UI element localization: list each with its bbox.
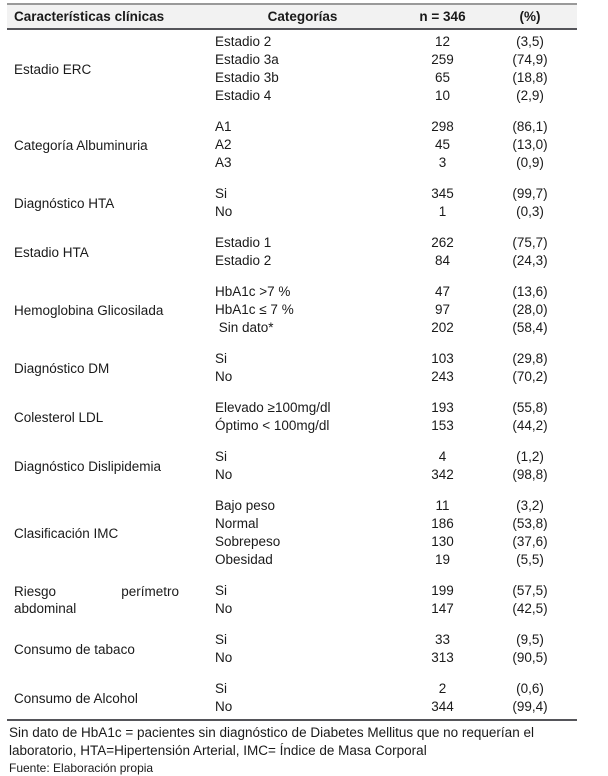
percent-cell: (53,8): [512, 516, 548, 531]
count-cell: 84: [434, 253, 451, 268]
category-cell: Si: [215, 632, 228, 647]
table-group: [7, 283, 577, 337]
count-cell: 12: [434, 34, 451, 49]
percent-cell: (70,2): [512, 369, 548, 384]
category-cell: No: [215, 601, 233, 616]
source-line: Fuente: Elaboración propia: [9, 761, 154, 775]
group-label: Categoría Albuminuria: [14, 137, 148, 153]
count-cell: 130: [431, 534, 454, 549]
count-cell: 103: [431, 351, 454, 366]
category-cell: Óptimo < 100mg/dl: [215, 418, 330, 433]
category-cell: No: [215, 699, 233, 714]
percent-cell: (5,5): [516, 552, 544, 567]
category-cell: Normal: [215, 516, 259, 531]
count-cell: 298: [431, 119, 454, 134]
percent-cell: (0,3): [516, 204, 544, 219]
percent-cell: (1,2): [516, 449, 544, 464]
category-cell: A3: [215, 155, 232, 170]
count-cell: 344: [431, 699, 454, 714]
col-header-categorias: Categorías: [267, 8, 338, 24]
count-cell: 345: [431, 186, 454, 201]
group-label: Diagnóstico DM: [14, 360, 110, 376]
table-group: [7, 234, 577, 270]
percent-cell: (29,8): [512, 351, 548, 366]
group-label: Diagnóstico Dislipidemia: [14, 458, 162, 474]
count-cell: 45: [434, 137, 451, 152]
count-cell: 65: [434, 70, 451, 85]
category-cell: A2: [215, 137, 232, 152]
group-label: Diagnóstico HTA: [14, 195, 115, 211]
percent-cell: (24,3): [512, 253, 548, 268]
category-cell: Estadio 2: [215, 34, 272, 49]
category-cell: Sobrepeso: [215, 534, 281, 549]
count-cell: 243: [431, 369, 454, 384]
count-cell: 3: [438, 155, 447, 170]
percent-cell: (3,2): [516, 498, 544, 513]
category-cell: No: [215, 467, 233, 482]
table-group: [7, 350, 577, 386]
percent-cell: (37,6): [512, 534, 548, 549]
percent-cell: (57,5): [512, 583, 548, 598]
count-cell: 186: [431, 516, 454, 531]
group-label: Hemoglobina Glicosilada: [14, 302, 164, 318]
count-cell: 11: [435, 498, 450, 513]
table-group: [7, 118, 577, 172]
count-cell: 97: [434, 302, 451, 317]
percent-cell: (75,7): [512, 235, 548, 250]
count-cell: 47: [434, 284, 451, 299]
table-header-row: [7, 3, 577, 30]
category-cell: Si: [215, 351, 228, 366]
table-group: [7, 497, 577, 569]
percent-cell: (99,7): [512, 186, 548, 201]
table-footnote: Sin dato de HbA1c = pacientes sin diagnóstico de Diabetes Mellitus que no requerían el laboratorio, HTA=Hipertensión Arterial, IMC= Índice de Masa Corporal: [9, 725, 534, 758]
category-cell: Si: [215, 681, 228, 696]
count-cell: 342: [431, 467, 454, 482]
group-label: Clasificación IMC: [14, 525, 119, 541]
table-group: [7, 631, 577, 667]
table-body: [7, 30, 577, 721]
count-cell: 4: [438, 449, 447, 464]
table-group: [7, 582, 577, 618]
percent-cell: (86,1): [512, 119, 548, 134]
percent-cell: (42,5): [512, 601, 548, 616]
col-header-percent: (%): [519, 8, 541, 24]
col-header-caracteristicas: Características clínicas: [14, 8, 165, 24]
category-cell: No: [215, 204, 233, 219]
table-group: [7, 33, 577, 105]
category-cell: HbA1c ≤ 7 %: [215, 302, 294, 317]
percent-cell: (55,8): [512, 400, 548, 415]
category-cell: Estadio 1: [215, 235, 272, 250]
col-header-n: n = 346: [419, 8, 466, 24]
count-cell: 313: [431, 650, 454, 665]
count-cell: 153: [431, 418, 454, 433]
count-cell: 202: [431, 320, 454, 335]
percent-cell: (74,9): [512, 52, 548, 67]
table-group: [7, 185, 577, 221]
category-cell: Elevado ≥100mg/dl: [215, 400, 331, 415]
category-cell: A1: [215, 119, 232, 134]
category-cell: HbA1c >7 %: [215, 284, 291, 299]
count-cell: 2: [438, 681, 447, 696]
count-cell: 147: [431, 601, 454, 616]
count-cell: 262: [431, 235, 454, 250]
count-cell: 259: [431, 52, 454, 67]
percent-cell: (2,9): [516, 88, 544, 103]
category-cell: Estadio 2: [215, 253, 272, 268]
table-group: [7, 399, 577, 435]
category-cell: Estadio 3a: [215, 52, 279, 67]
category-cell: No: [215, 369, 233, 384]
count-cell: 33: [434, 632, 451, 647]
group-label: Estadio HTA: [14, 244, 89, 260]
count-cell: 1: [438, 204, 447, 219]
category-cell: Estadio 3b: [215, 70, 279, 85]
group-label: Estadio ERC: [14, 61, 92, 77]
group-label: Riesgo perímetro abdominal: [14, 584, 179, 616]
percent-cell: (9,5): [516, 632, 544, 647]
percent-cell: (99,4): [512, 699, 548, 714]
table-group: [7, 680, 577, 716]
percent-cell: (28,0): [512, 302, 548, 317]
group-label: Consumo de Alcohol: [14, 690, 138, 706]
page: [0, 3, 608, 775]
percent-cell: (98,8): [512, 467, 548, 482]
category-cell: Bajo peso: [215, 498, 276, 513]
category-cell: Estadio 4: [215, 88, 272, 103]
percent-cell: (0,9): [516, 155, 544, 170]
category-cell: Si: [215, 583, 228, 598]
category-cell: Obesidad: [215, 552, 273, 567]
percent-cell: (58,4): [512, 320, 548, 335]
count-cell: 19: [434, 552, 451, 567]
clinical-characteristics-table: [7, 3, 577, 721]
category-cell: Si: [215, 186, 228, 201]
percent-cell: (13,0): [512, 137, 548, 152]
percent-cell: (18,8): [512, 70, 548, 85]
count-cell: 193: [431, 400, 454, 415]
group-label: Colesterol LDL: [14, 409, 104, 425]
table-group: [7, 448, 577, 484]
category-cell: No: [215, 650, 233, 665]
category-cell: Si: [215, 449, 228, 464]
category-cell: Sin dato*: [215, 320, 274, 335]
count-cell: 10: [434, 88, 451, 103]
percent-cell: (90,5): [512, 650, 548, 665]
percent-cell: (13,6): [512, 284, 548, 299]
percent-cell: (44,2): [512, 418, 548, 433]
group-label: Consumo de tabaco: [14, 641, 135, 657]
count-cell: 199: [431, 583, 454, 598]
percent-cell: (0,6): [516, 681, 544, 696]
percent-cell: (3,5): [516, 34, 544, 49]
